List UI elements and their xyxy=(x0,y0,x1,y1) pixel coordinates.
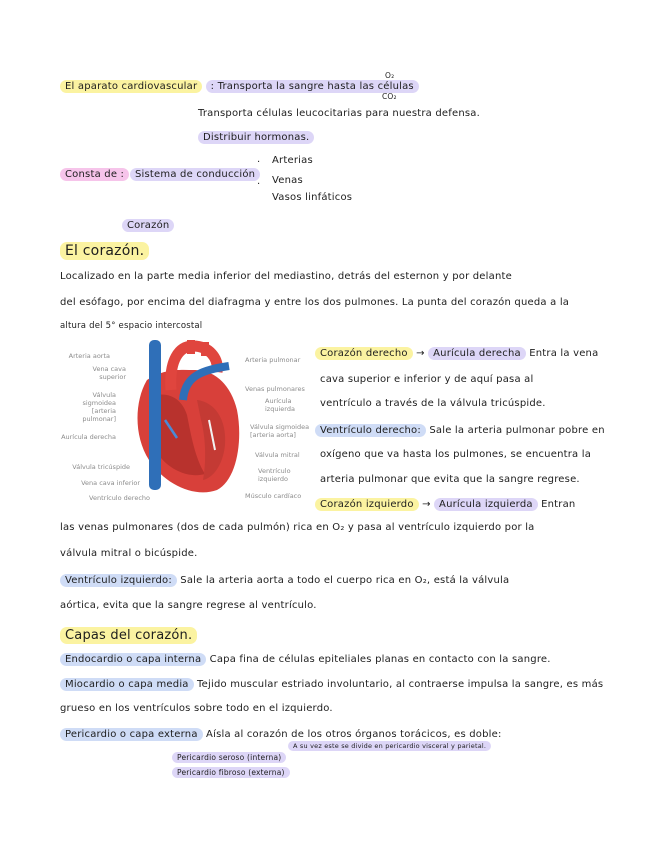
peri xyxy=(60,728,502,741)
label-auricula-derecha: Aurícula derecha xyxy=(61,433,116,441)
bullet-2: · xyxy=(257,179,261,190)
r4-b: Sale la arteria pulmonar pobre en xyxy=(429,425,605,436)
mio-b: Tejido muscular estriado involuntario, al contraerse impulsa la sangre, es más xyxy=(197,679,604,690)
label-valvula-tricuspide: Válvula tricúspide xyxy=(72,463,130,471)
r2: cava superior e inferior y de aquí pasa al xyxy=(320,374,534,385)
label-musculo-cardiaco: Músculo cardíaco xyxy=(245,492,302,500)
peri-d-wrap xyxy=(172,767,290,778)
sistema-wrap xyxy=(130,168,260,181)
pericardio-seroso: Pericardio seroso (interna) xyxy=(172,752,286,763)
endo xyxy=(60,653,551,666)
label-valvula-sigmoidea-aorta: Válvula sigmoidea [arteria aorta] xyxy=(250,423,310,439)
p6 xyxy=(60,574,509,587)
r7-arrow: → xyxy=(422,499,431,510)
co2-note: CO₂ xyxy=(382,92,397,101)
label-vena-cava-inferior: Vena cava inferior xyxy=(81,479,140,487)
label-ventriculo-izquierdo: Ventrículo izquierdo xyxy=(258,467,291,483)
corazon-tag-wrap xyxy=(122,219,174,232)
title-aparato: El aparato cardiovascular xyxy=(60,80,202,93)
bullet-1: · xyxy=(257,157,261,168)
vena-cava xyxy=(149,340,161,490)
auricula-izquierda: Aurícula izquierda xyxy=(434,498,538,511)
r6: arteria pulmonar que evita que la sangre regrese. xyxy=(320,474,580,485)
mio-c: grueso en los ventrículos sobre todo en el izquierdo. xyxy=(60,703,333,714)
r7-c: Entran xyxy=(541,499,576,510)
pericardio-fibroso: Pericardio fibroso (externa) xyxy=(172,767,290,778)
consta-de: Consta de : xyxy=(60,168,129,181)
peri-c-wrap xyxy=(172,752,286,763)
label-venas-pulmonares: Venas pulmonares xyxy=(245,385,305,393)
peri-b: Aísla al corazón de los otros órganos torácicos, es doble: xyxy=(206,729,502,740)
capas: Capas del corazón. xyxy=(60,627,197,644)
pericardio: Pericardio o capa externa xyxy=(60,728,203,741)
label-auricula-izquierda: Aurícula izquierda xyxy=(265,397,295,413)
miocardio: Miocardio o capa media xyxy=(60,678,194,691)
l2: Transporta células leucocitarias para nuestra defensa. xyxy=(198,108,481,119)
corazon-derecho: Corazón derecho xyxy=(315,347,413,360)
heading-el-corazon xyxy=(60,242,149,260)
r3: ventrículo a través de la válvula tricúspide. xyxy=(320,398,546,409)
arterias: Arterias xyxy=(272,155,313,166)
l3-text: Distribuir hormonas. xyxy=(198,131,314,144)
r1-arrow: → xyxy=(416,348,425,359)
label-arteria-pulmonar: Arteria pulmonar xyxy=(245,356,301,364)
label-vena-cava-superior: Vena cava superior xyxy=(92,365,126,381)
capas-heading xyxy=(60,627,197,644)
r7 xyxy=(315,498,575,511)
pericardio-division: A su vez este se divide en pericardio visceral y parietal. xyxy=(288,741,491,751)
p5: válvula mitral o bicúspide. xyxy=(60,548,198,559)
endo-b: Capa fina de células epiteliales planas en contacto con la sangre. xyxy=(209,654,551,665)
ventriculo-derecho: Ventrículo derecho: xyxy=(315,424,426,437)
l1-desc: : Transporta la sangre hasta las células xyxy=(206,80,419,93)
peri-e-wrap xyxy=(288,741,491,751)
o2-note: O₂ xyxy=(385,71,395,80)
p2: del esófago, por encima del diafragma y entre los dos pulmones. La punta del corazón queda a la xyxy=(60,297,570,308)
venas: Venas xyxy=(272,175,303,186)
p6-b: Sale la arteria aorta a todo el cuerpo rica en O₂, está la válvula xyxy=(180,575,510,586)
el-corazon: El corazón. xyxy=(60,242,149,260)
p7: aórtica, evita que la sangre regrese al ventrículo. xyxy=(60,600,317,611)
mio xyxy=(60,678,603,691)
label-valvula-mitral: Válvula mitral xyxy=(255,451,300,459)
p4: las venas pulmonares (dos de cada pulmón) rica en O₂ y pasa al ventrículo izquierdo por la xyxy=(60,522,535,533)
r5: oxígeno que va hasta los pulmones, se encuentra la xyxy=(320,449,592,460)
ventriculo-izquierdo: Ventrículo izquierdo: xyxy=(60,574,177,587)
r1-c: Entra la vena xyxy=(529,348,599,359)
p3: altura del 5° espacio intercostal xyxy=(60,321,203,331)
auricula-derecha: Aurícula derecha xyxy=(428,347,526,360)
heart-diagram xyxy=(125,340,245,500)
r1 xyxy=(315,347,598,360)
r4 xyxy=(315,424,605,437)
label-arteria-aorta: Arteria aorta xyxy=(68,352,110,360)
endocardio: Endocardio o capa interna xyxy=(60,653,206,666)
label-valvula-sigmoidea-pulmonar: Válvula sigmoidea [arteria pulmonar] xyxy=(82,391,116,423)
consta xyxy=(60,168,129,181)
vasos: Vasos linfáticos xyxy=(272,192,353,203)
l1 xyxy=(60,80,419,93)
l3 xyxy=(198,131,314,144)
label-ventriculo-derecho: Ventrículo derecho xyxy=(89,494,150,502)
corazon-tag: Corazón xyxy=(122,219,174,232)
p1: Localizado en la parte media inferior del mediastino, detrás del esternon y por delante xyxy=(60,271,512,282)
corazon-izquierdo: Corazón izquierdo xyxy=(315,498,419,511)
sistema: Sistema de conducción xyxy=(130,168,260,181)
